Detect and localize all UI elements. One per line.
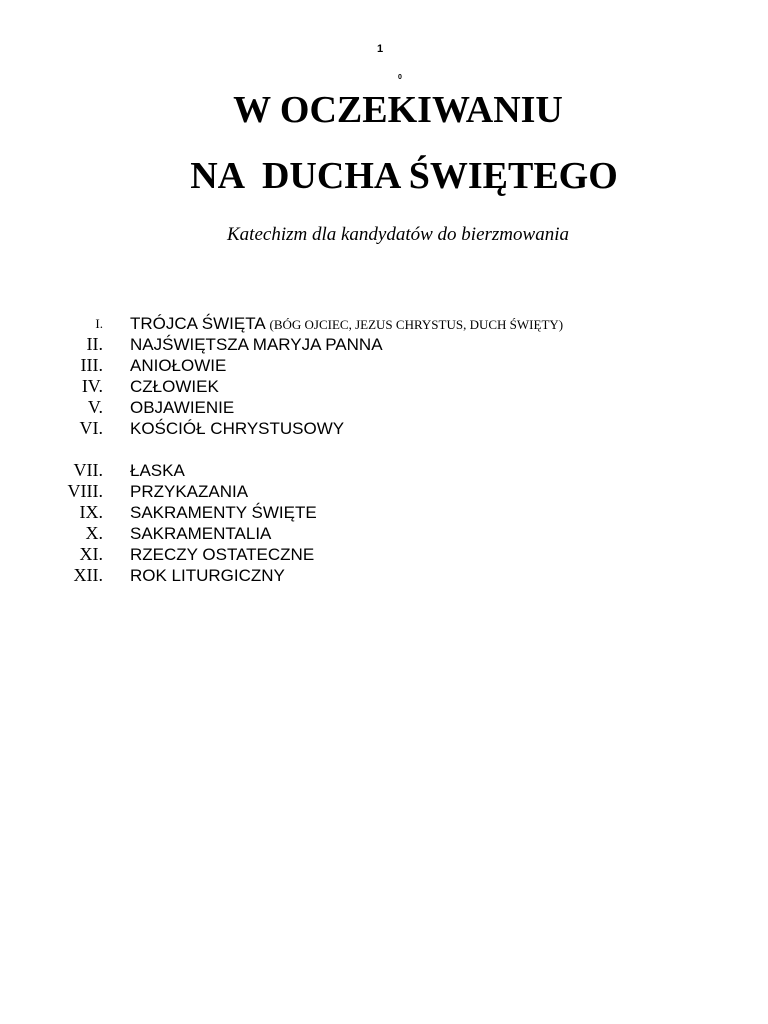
toc-item <box>0 355 768 376</box>
toc-item-number: IV. <box>81 376 103 396</box>
toc-item <box>0 481 768 502</box>
toc-item <box>0 313 768 334</box>
toc-item-title: SAKRAMENTY ŚWIĘTE <box>130 503 317 522</box>
toc-item-title-text: TRÓJCA ŚWIĘTA <box>130 314 265 333</box>
toc-item-title: KOŚCIÓŁ CHRYSTUSOWY <box>130 419 345 438</box>
page-number: 1 <box>376 43 384 55</box>
document-title-line-2: NA DUCHA ŚWIĘTEGO <box>190 155 618 197</box>
toc-item-number: IX. <box>79 502 103 522</box>
document-title-line-1: W OCZEKIWANIU <box>233 89 563 131</box>
toc-item <box>0 397 768 418</box>
toc-item <box>0 523 768 544</box>
toc-item-number: V. <box>87 397 103 417</box>
toc-item-title: ANIOŁOWIE <box>130 356 227 375</box>
toc-item-number: II. <box>86 334 103 354</box>
toc-item-title: ŁASKA <box>130 461 185 480</box>
toc-item-title: OBJAWIENIE <box>130 398 235 417</box>
toc-item-number: VII. <box>73 460 103 480</box>
toc-item <box>0 460 768 481</box>
page-sub-number: 0 <box>398 74 402 81</box>
toc-item-title: ROK LITURGICZNY <box>130 566 285 585</box>
toc-item <box>0 502 768 523</box>
toc-item-detail: (BÓG OJCIEC, JEZUS CHRYSTUS, DUCH ŚWIĘTY) <box>269 317 564 332</box>
toc-item <box>0 334 768 355</box>
toc-item <box>0 418 768 439</box>
toc-item-title: CZŁOWIEK <box>130 377 219 396</box>
toc-item-number: VI. <box>79 418 103 438</box>
toc-item <box>0 565 768 586</box>
toc-item-number: X. <box>85 523 103 543</box>
toc-item-title <box>130 313 563 335</box>
toc-item-number: I. <box>95 316 103 331</box>
toc-item-number: III. <box>80 355 103 375</box>
toc-item-number: VIII. <box>67 481 103 501</box>
table-of-contents <box>0 313 768 586</box>
toc-item <box>0 376 768 397</box>
toc-item-title: RZECZY OSTATECZNE <box>130 545 315 564</box>
document-subtitle: Katechizm dla kandydatów do bierzmowania <box>227 224 569 245</box>
toc-item-number: XII. <box>73 565 103 585</box>
toc-item-title: NAJŚWIĘTSZA MARYJA PANNA <box>130 335 383 354</box>
toc-item-number: XI. <box>79 544 103 564</box>
toc-item-title: PRZYKAZANIA <box>130 482 249 501</box>
toc-item <box>0 544 768 565</box>
toc-item-title: SAKRAMENTALIA <box>130 524 272 543</box>
